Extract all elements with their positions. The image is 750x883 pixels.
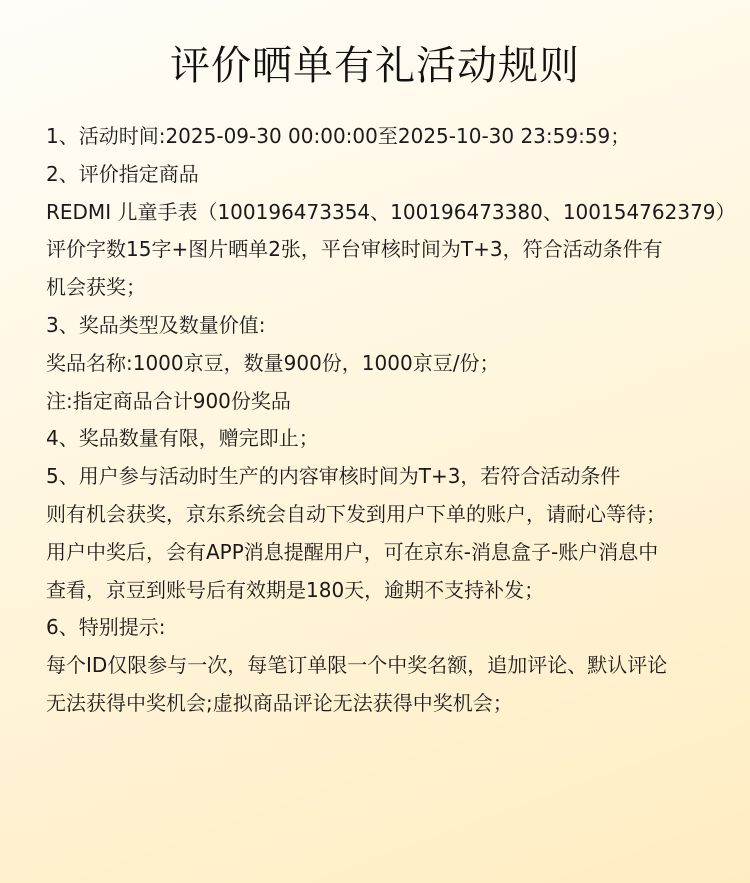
rule-line-prize-note: 注:指定商品合计900份奖品 <box>46 388 291 413</box>
rules-text <box>46 118 736 723</box>
rule-line-special-limit: 每个ID仅限参与一次，每笔订单限一个中奖名额，追加评论、默认评论 <box>46 653 668 678</box>
rule-line-review-requirement: 评价字数15字+图片晒单2张，平台审核时间为T+3，符合活动条件有 <box>46 237 663 262</box>
rule-line-special-limit-cont: 无法获得中奖机会;虚拟商品评论无法获得中奖机会； <box>46 690 513 715</box>
rule-line-limited: 4、奖品数量有限，赠完即止； <box>46 426 319 451</box>
page-title: 评价晒单有礼活动规则 <box>170 43 580 89</box>
rule-line-audit: 5、用户参与活动时生产的内容审核时间为T+3，若符合活动条件 <box>46 464 621 489</box>
rule-line-special-heading: 6、特别提示: <box>46 615 166 640</box>
rule-line-product-ids: REDMI 儿童手表（100196473354、100196473380、100154762379） <box>46 199 736 224</box>
rule-line-audit-cont: 则有机会获奖，京东系统会自动下发到用户下单的账户，请耐心等待； <box>46 501 666 526</box>
rule-line-time: 1、活动时间:2025-09-30 00:00:00至2025-10-30 23:59:59； <box>46 124 631 148</box>
rule-line-notification-cont: 查看，京豆到账号后有效期是180天，逾期不支持补发； <box>46 577 545 602</box>
rule-line-notification: 用户中奖后，会有APP消息提醒用户，可在京东-消息盒子-账户消息中 <box>46 539 659 564</box>
rule-line-prize-heading: 3、奖品类型及数量价值: <box>46 312 266 337</box>
rule-line-review-requirement-cont: 机会获奖； <box>46 275 146 300</box>
rule-line-prize-name: 奖品名称:1000京豆，数量900份，1000京豆/份； <box>46 350 500 375</box>
rule-line-product-heading: 2、评价指定商品 <box>46 161 199 186</box>
